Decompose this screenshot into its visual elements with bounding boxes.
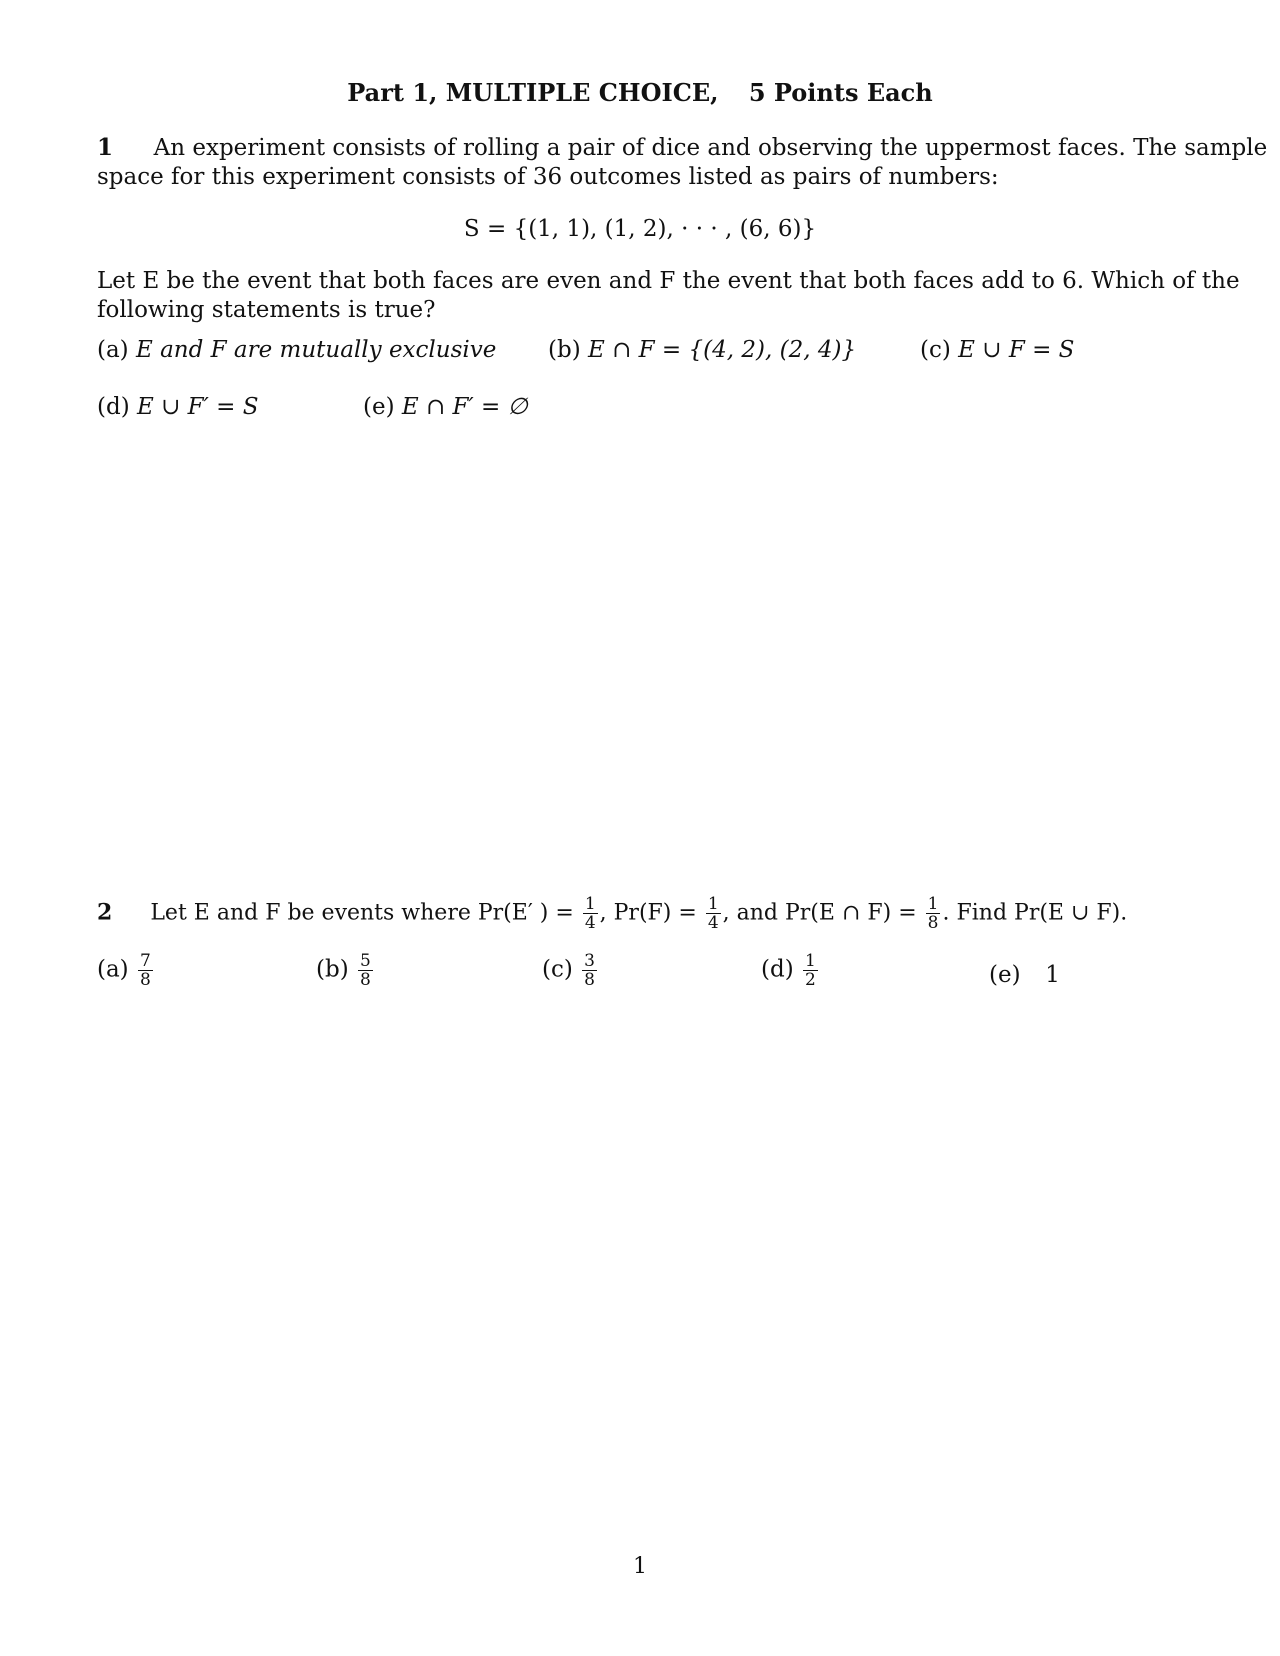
option-text: E ∩ F′ = ∅ bbox=[401, 394, 528, 420]
q1-option-c[interactable] bbox=[920, 337, 1074, 363]
fraction-numerator: 1 bbox=[707, 894, 719, 914]
q2-stem bbox=[97, 895, 1127, 932]
q2-stem-b: , Pr(F) = bbox=[599, 900, 697, 926]
fraction-denominator: 4 bbox=[584, 913, 596, 933]
option-text: E and F are mutually exclusive bbox=[135, 337, 497, 363]
q1-option-e[interactable] bbox=[363, 394, 528, 420]
option-label: (c) bbox=[920, 337, 951, 363]
fraction bbox=[358, 952, 373, 989]
option-text: E ∪ F = S bbox=[958, 337, 1075, 363]
q1-line1 bbox=[97, 133, 1267, 163]
fraction-numerator: 7 bbox=[139, 951, 151, 971]
option-text: E ∩ F = {(4, 2), (2, 4)} bbox=[587, 337, 857, 363]
heading-type: MULTIPLE CHOICE, bbox=[445, 78, 719, 107]
fraction-denominator: 8 bbox=[139, 970, 151, 990]
option-label: (a) bbox=[97, 956, 129, 983]
q1-text-line4: following statements is true? bbox=[97, 297, 436, 323]
page-heading bbox=[0, 78, 1280, 107]
fraction-denominator: 8 bbox=[927, 913, 939, 933]
q1-text-line1: An experiment consists of rolling a pair of dice and observing the uppermost faces. The sample bbox=[153, 135, 1268, 161]
q1-option-d[interactable] bbox=[97, 394, 259, 420]
option-label: (e) bbox=[989, 962, 1021, 988]
q1-text-line2: space for this experiment consists of 36 outcomes listed as pairs of numbers: bbox=[97, 164, 999, 190]
fraction bbox=[138, 952, 153, 989]
fraction bbox=[706, 895, 721, 932]
q2-stem-a: Let E and F be events where Pr(E′ ) = bbox=[150, 900, 574, 926]
fraction-numerator: 1 bbox=[804, 951, 816, 971]
fraction-numerator: 3 bbox=[584, 951, 595, 971]
option-value: 1 bbox=[1045, 962, 1060, 988]
q2-option-b[interactable] bbox=[316, 952, 375, 989]
option-text: E ∪ F′ = S bbox=[136, 394, 259, 420]
q1-equation: S = {(1, 1), (1, 2), · · · , (6, 6)} bbox=[463, 216, 817, 242]
option-label: (b) bbox=[316, 956, 349, 983]
q2-option-d[interactable] bbox=[761, 952, 820, 989]
q2-stem-c: , and Pr(E ∩ F) = bbox=[722, 900, 917, 926]
q2-number: 2 bbox=[97, 899, 113, 926]
q2-option-e[interactable] bbox=[989, 962, 1060, 988]
fraction-denominator: 8 bbox=[584, 970, 595, 990]
fraction-denominator: 4 bbox=[707, 913, 719, 933]
option-label: (d) bbox=[761, 956, 794, 983]
page-number: 1 bbox=[633, 1554, 647, 1579]
heading-points: 5 Points Each bbox=[748, 78, 933, 107]
fraction-denominator: 2 bbox=[804, 970, 816, 990]
q2-option-c[interactable] bbox=[542, 952, 599, 989]
option-label: (d) bbox=[97, 394, 130, 420]
fraction-denominator: 8 bbox=[359, 970, 371, 990]
q1-option-b[interactable] bbox=[548, 337, 856, 363]
q2-option-a[interactable] bbox=[97, 952, 155, 989]
option-label: (b) bbox=[548, 337, 581, 363]
q1-option-a[interactable] bbox=[97, 337, 496, 363]
fraction bbox=[583, 895, 598, 932]
fraction bbox=[803, 952, 818, 989]
option-label: (a) bbox=[97, 337, 129, 363]
q1-number: 1 bbox=[97, 134, 114, 161]
fraction-numerator: 5 bbox=[359, 951, 371, 971]
fraction-numerator: 1 bbox=[584, 894, 596, 914]
heading-part: Part 1, bbox=[347, 78, 438, 107]
q2-stem-d: . Find Pr(E ∪ F). bbox=[942, 900, 1128, 926]
fraction-numerator: 1 bbox=[927, 894, 939, 914]
fraction bbox=[582, 952, 597, 989]
option-label: (e) bbox=[363, 394, 395, 420]
fraction bbox=[926, 895, 941, 932]
q1-text-line3: Let E be the event that both faces are even and F the event that both faces add to 6. Which of the bbox=[97, 268, 1240, 294]
option-label: (c) bbox=[542, 956, 573, 983]
